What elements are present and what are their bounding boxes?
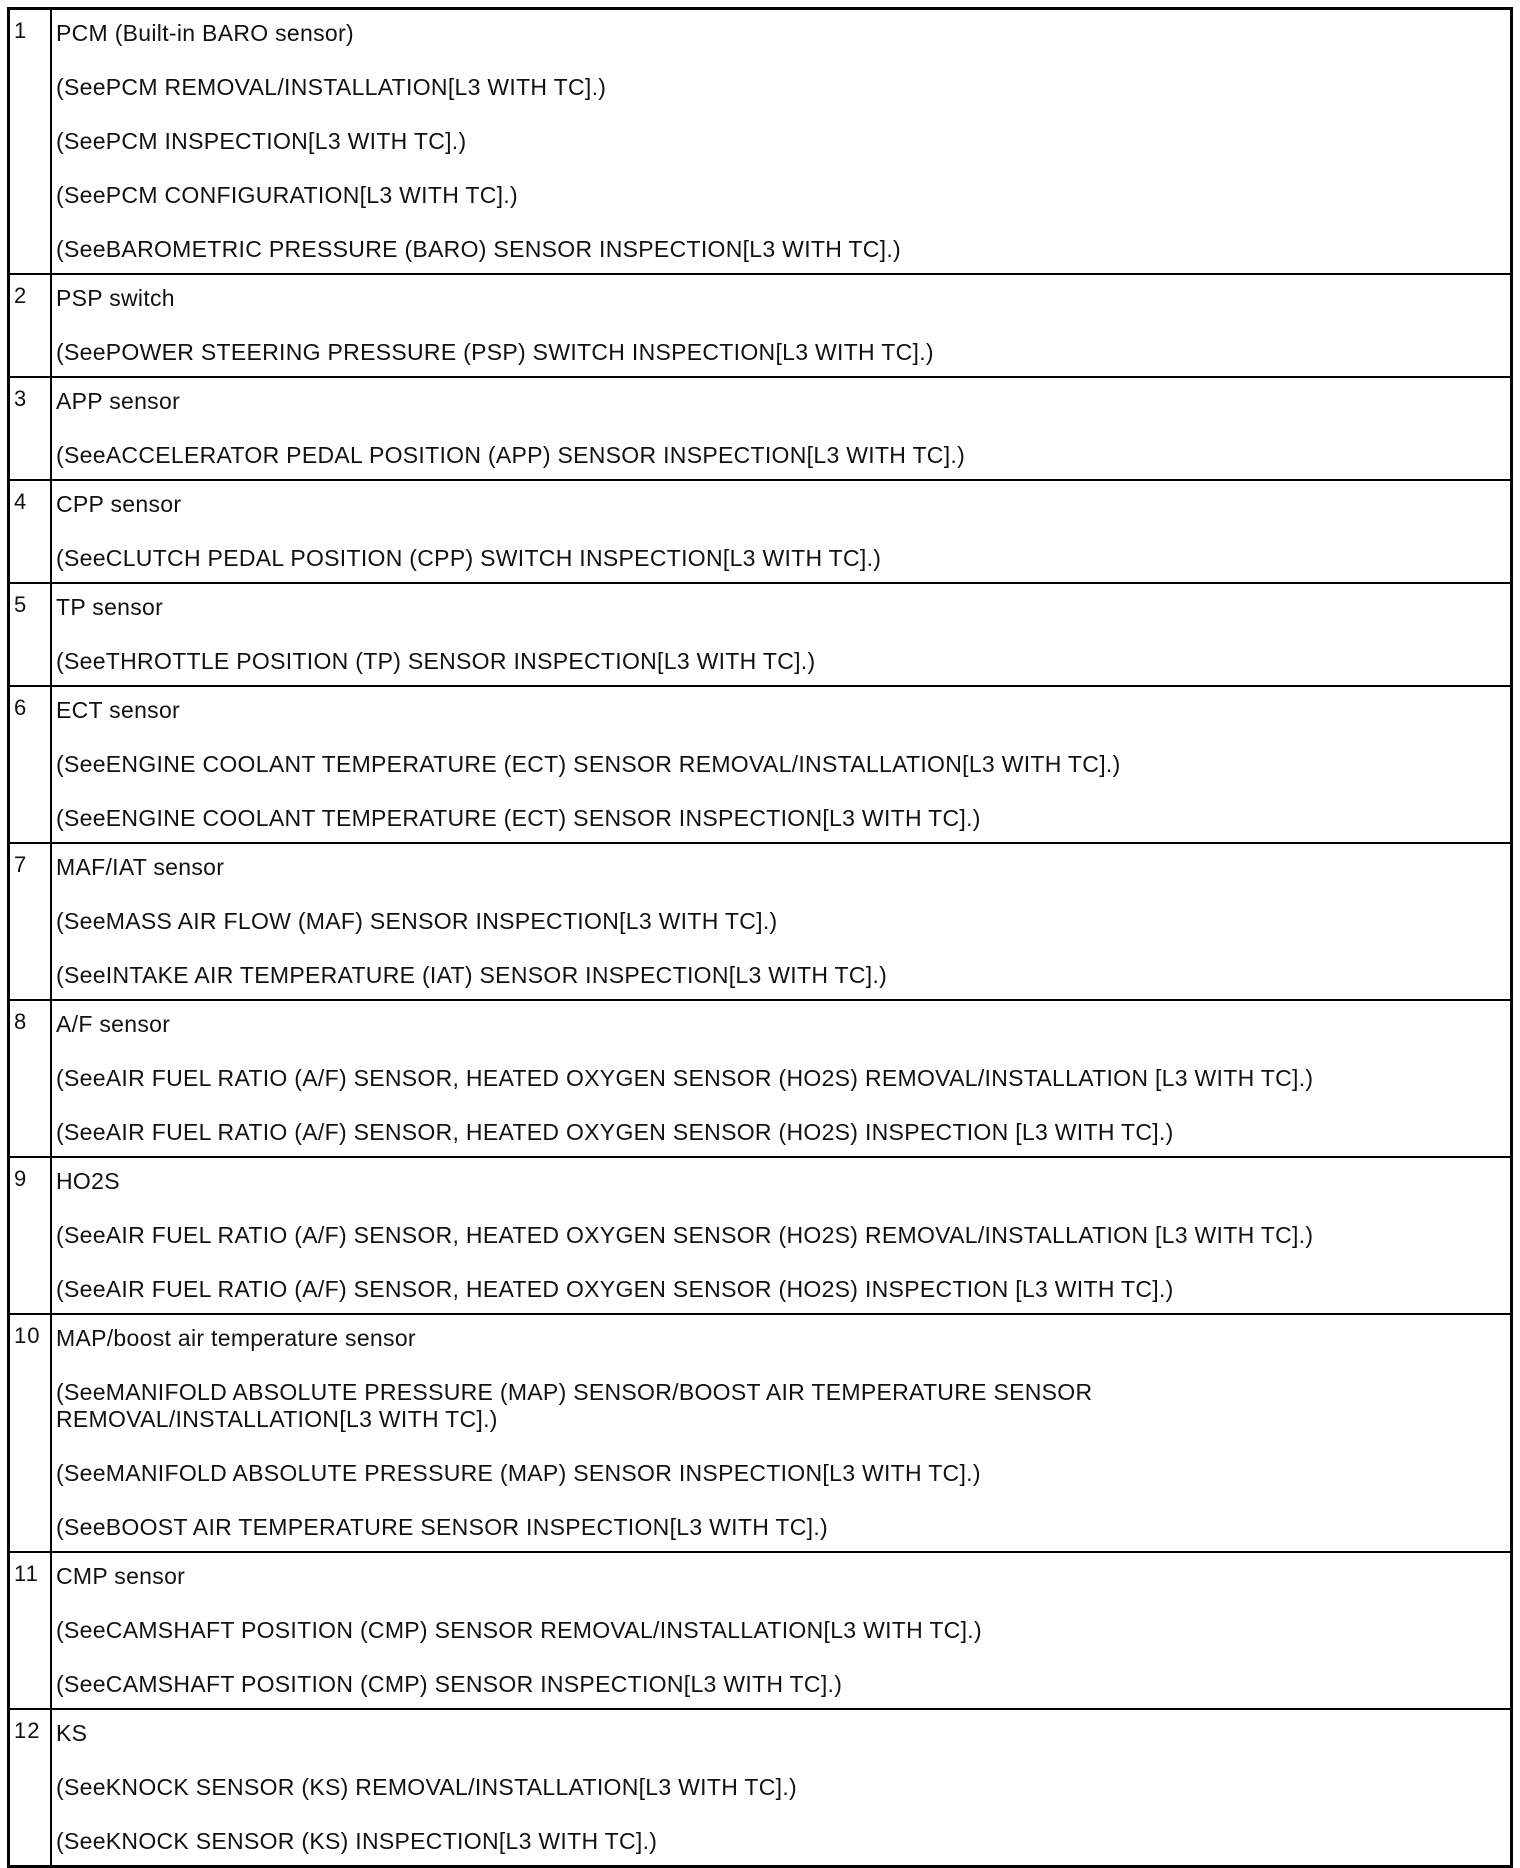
reference-link[interactable]: (SeeACCELERATOR PEDAL POSITION (APP) SENSOR INSPECTION[L3 WITH TC].) bbox=[56, 442, 966, 468]
component-title: TP sensor bbox=[56, 594, 164, 620]
table-row bbox=[9, 480, 1512, 583]
row-number: 3 bbox=[9, 377, 52, 480]
row-content bbox=[51, 686, 1512, 843]
row-number: 2 bbox=[9, 274, 52, 377]
reference-link[interactable]: (SeeINTAKE AIR TEMPERATURE (IAT) SENSOR INSPECTION[L3 WITH TC].) bbox=[56, 962, 888, 988]
row-number: 6 bbox=[9, 686, 52, 843]
table-row bbox=[9, 9, 1512, 275]
row-content bbox=[51, 583, 1512, 686]
table-row bbox=[9, 583, 1512, 686]
component-reference-table bbox=[7, 7, 1513, 1868]
component-title: ECT sensor bbox=[56, 697, 181, 723]
table-row bbox=[9, 274, 1512, 377]
reference-link[interactable]: (SeePCM REMOVAL/INSTALLATION[L3 WITH TC].) bbox=[56, 74, 607, 100]
reference-link[interactable]: (SeePOWER STEERING PRESSURE (PSP) SWITCH INSPECTION[L3 WITH TC].) bbox=[56, 339, 934, 365]
reference-link[interactable]: (SeeKNOCK SENSOR (KS) INSPECTION[L3 WITH TC].) bbox=[56, 1828, 658, 1854]
row-number: 12 bbox=[9, 1709, 52, 1867]
table-row bbox=[9, 686, 1512, 843]
reference-link[interactable]: (SeeENGINE COOLANT TEMPERATURE (ECT) SENSOR REMOVAL/INSTALLATION[L3 WITH TC].) bbox=[56, 751, 1121, 777]
reference-link[interactable]: (SeeMASS AIR FLOW (MAF) SENSOR INSPECTION[L3 WITH TC].) bbox=[56, 908, 778, 934]
row-content bbox=[51, 1709, 1512, 1867]
reference-link[interactable]: (SeeAIR FUEL RATIO (A/F) SENSOR, HEATED OXYGEN SENSOR (HO2S) REMOVAL/INSTALLATION [L3 WITH TC].) bbox=[56, 1065, 1314, 1091]
row-number: 9 bbox=[9, 1157, 52, 1314]
row-number: 8 bbox=[9, 1000, 52, 1157]
component-title: APP sensor bbox=[56, 388, 181, 414]
component-title: HO2S bbox=[56, 1168, 120, 1194]
component-title: CMP sensor bbox=[56, 1563, 186, 1589]
reference-link[interactable]: (SeeKNOCK SENSOR (KS) REMOVAL/INSTALLATION[L3 WITH TC].) bbox=[56, 1774, 798, 1800]
table-row bbox=[9, 1157, 1512, 1314]
component-title: A/F sensor bbox=[56, 1011, 171, 1037]
row-content bbox=[51, 843, 1512, 1000]
table-row bbox=[9, 843, 1512, 1000]
reference-link[interactable]: (SeePCM CONFIGURATION[L3 WITH TC].) bbox=[56, 182, 519, 208]
reference-link[interactable]: (SeeBAROMETRIC PRESSURE (BARO) SENSOR INSPECTION[L3 WITH TC].) bbox=[56, 236, 902, 262]
reference-link[interactable]: (SeeAIR FUEL RATIO (A/F) SENSOR, HEATED OXYGEN SENSOR (HO2S) REMOVAL/INSTALLATION [L3 WITH TC].) bbox=[56, 1222, 1314, 1248]
row-number: 1 bbox=[9, 9, 52, 275]
reference-link[interactable]: (SeeCAMSHAFT POSITION (CMP) SENSOR INSPECTION[L3 WITH TC].) bbox=[56, 1671, 843, 1697]
component-title: PCM (Built-in BARO sensor) bbox=[56, 20, 354, 46]
reference-link[interactable]: (SeeMANIFOLD ABSOLUTE PRESSURE (MAP) SENSOR INSPECTION[L3 WITH TC].) bbox=[56, 1460, 981, 1486]
row-number: 7 bbox=[9, 843, 52, 1000]
row-content bbox=[51, 1314, 1512, 1552]
table-row bbox=[9, 377, 1512, 480]
table-row bbox=[9, 1000, 1512, 1157]
reference-link[interactable]: (SeeBOOST AIR TEMPERATURE SENSOR INSPECTION[L3 WITH TC].) bbox=[56, 1514, 828, 1540]
component-title: MAP/boost air temperature sensor bbox=[56, 1325, 416, 1351]
row-number: 10 bbox=[9, 1314, 52, 1552]
reference-link[interactable]: (SeeCAMSHAFT POSITION (CMP) SENSOR REMOVAL/INSTALLATION[L3 WITH TC].) bbox=[56, 1617, 982, 1643]
reference-link[interactable]: (SeeAIR FUEL RATIO (A/F) SENSOR, HEATED OXYGEN SENSOR (HO2S) INSPECTION [L3 WITH TC].) bbox=[56, 1276, 1174, 1302]
row-content bbox=[51, 1552, 1512, 1709]
reference-link[interactable]: (SeeENGINE COOLANT TEMPERATURE (ECT) SENSOR INSPECTION[L3 WITH TC].) bbox=[56, 805, 981, 831]
component-title: MAF/IAT sensor bbox=[56, 854, 225, 880]
component-title: KS bbox=[56, 1720, 88, 1746]
reference-link[interactable]: (SeeMANIFOLD ABSOLUTE PRESSURE (MAP) SENSOR/BOOST AIR TEMPERATURE SENSOR REMOVAL/INSTALLATION[L3 WITH TC].) bbox=[56, 1379, 1093, 1432]
row-number: 5 bbox=[9, 583, 52, 686]
component-title: CPP sensor bbox=[56, 491, 182, 517]
row-content bbox=[51, 1157, 1512, 1314]
table-body bbox=[9, 9, 1512, 1867]
reference-link[interactable]: (SeePCM INSPECTION[L3 WITH TC].) bbox=[56, 128, 467, 154]
row-content bbox=[51, 1000, 1512, 1157]
component-title: PSP switch bbox=[56, 285, 175, 311]
row-number: 4 bbox=[9, 480, 52, 583]
table-row bbox=[9, 1314, 1512, 1552]
reference-link[interactable]: (SeeAIR FUEL RATIO (A/F) SENSOR, HEATED OXYGEN SENSOR (HO2S) INSPECTION [L3 WITH TC].) bbox=[56, 1119, 1174, 1145]
reference-link[interactable]: (SeeCLUTCH PEDAL POSITION (CPP) SWITCH INSPECTION[L3 WITH TC].) bbox=[56, 545, 882, 571]
row-content bbox=[51, 274, 1512, 377]
table-row bbox=[9, 1552, 1512, 1709]
row-number: 11 bbox=[9, 1552, 52, 1709]
row-content bbox=[51, 480, 1512, 583]
row-content bbox=[51, 377, 1512, 480]
table-row bbox=[9, 1709, 1512, 1867]
reference-link[interactable]: (SeeTHROTTLE POSITION (TP) SENSOR INSPECTION[L3 WITH TC].) bbox=[56, 648, 816, 674]
row-content bbox=[51, 9, 1512, 275]
